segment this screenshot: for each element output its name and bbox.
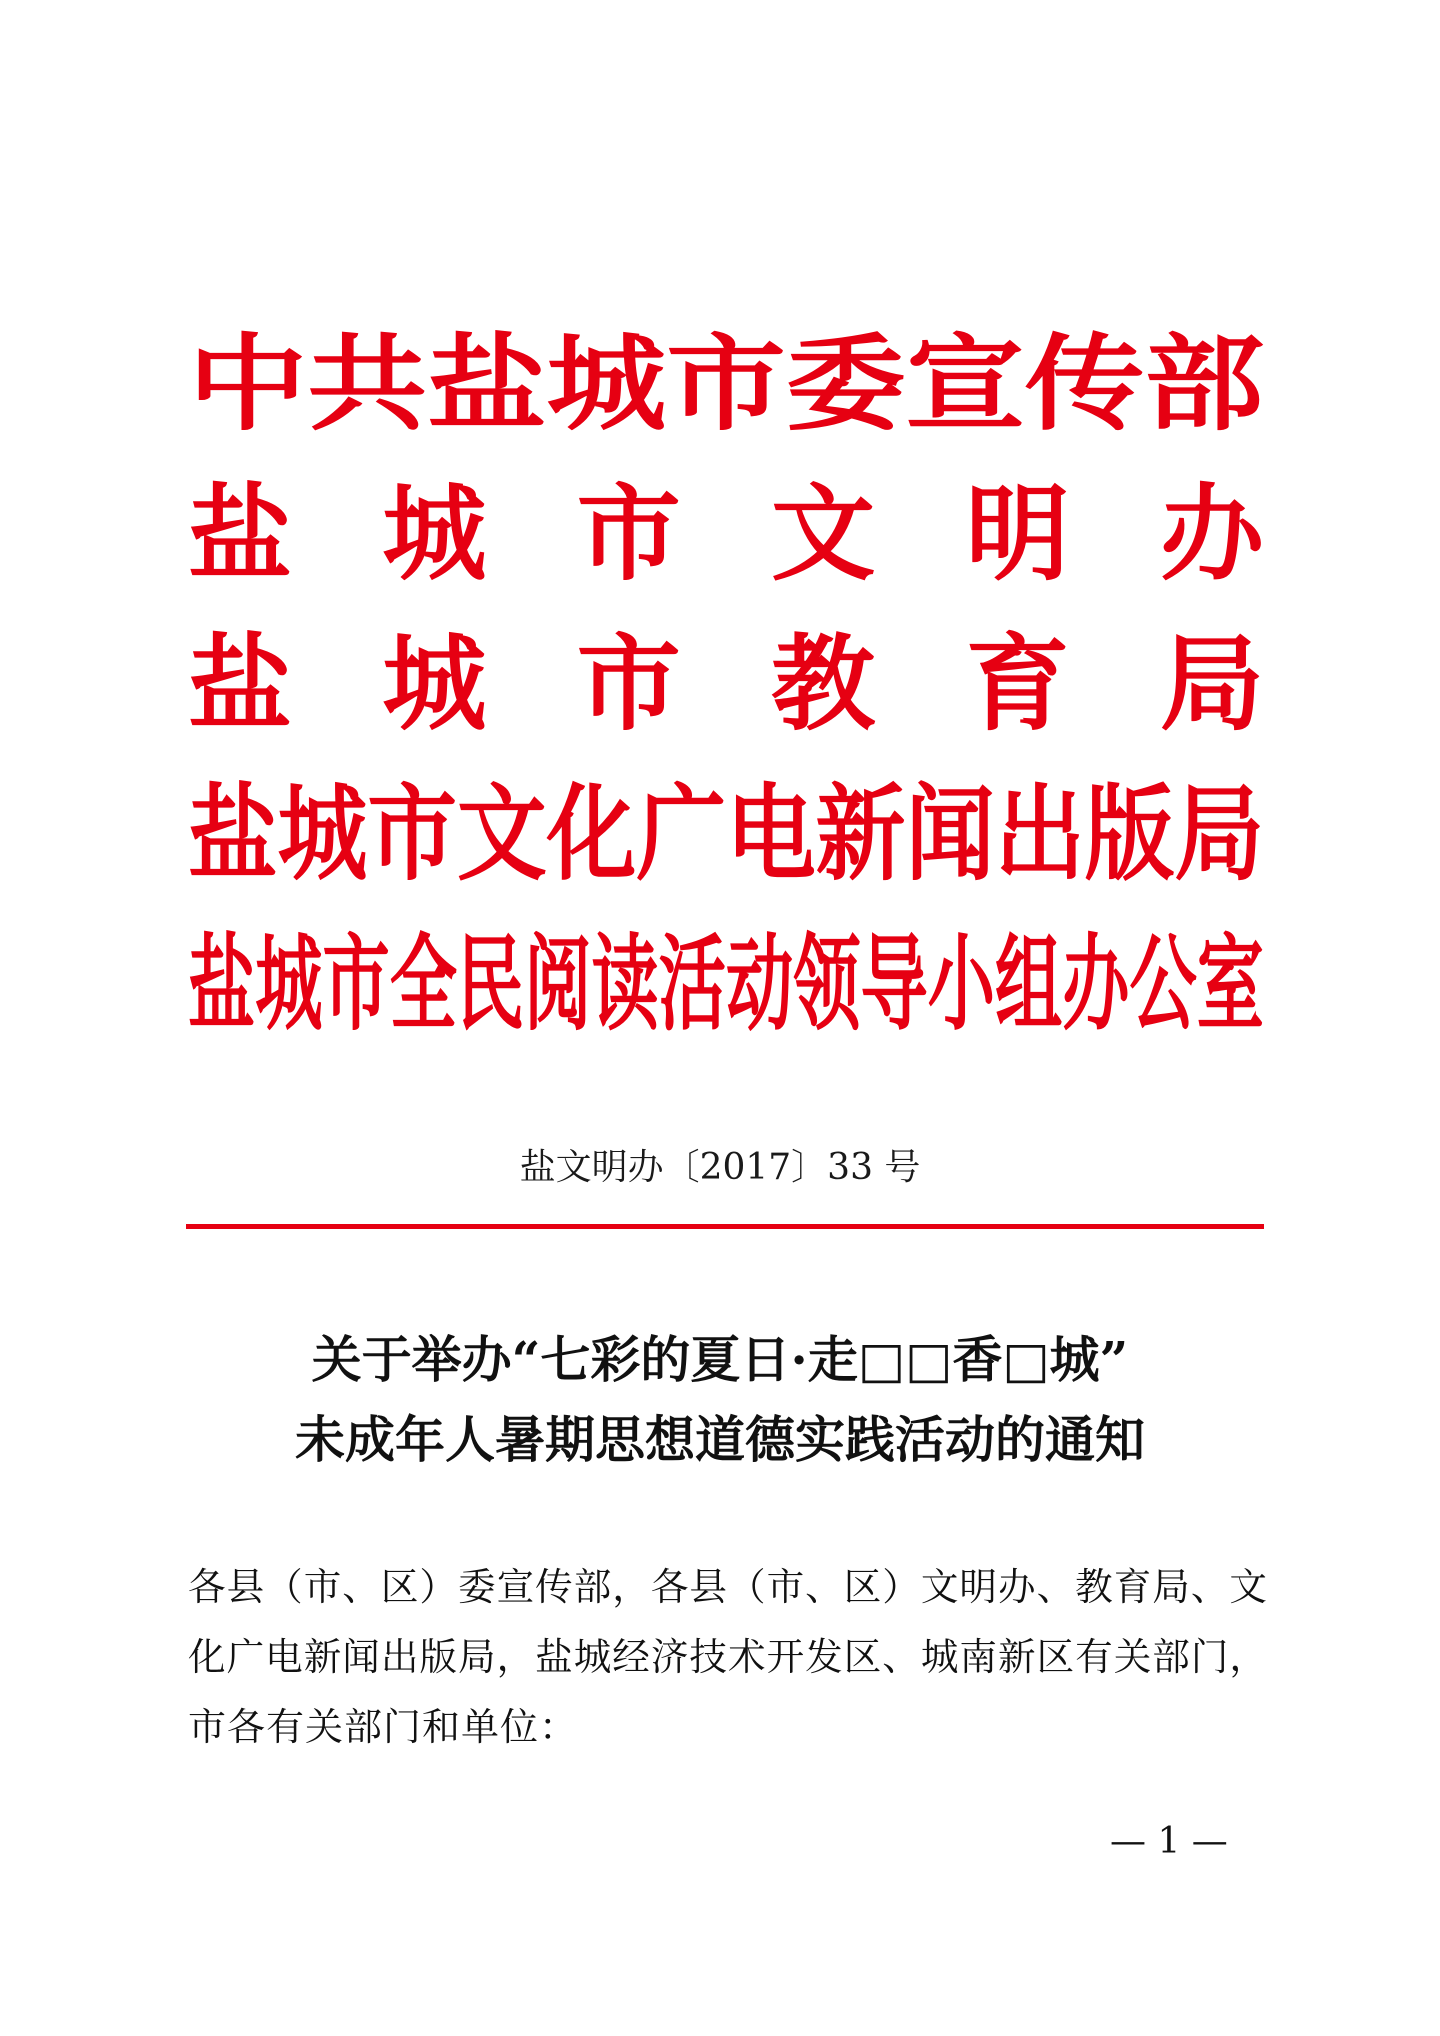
issuer-char: 城 bbox=[382, 478, 487, 590]
issuer-char: 办 bbox=[1159, 478, 1264, 590]
issuer-char: 盐 bbox=[188, 478, 293, 590]
issuer-line-culture-bureau: 盐城市文化广电新闻出版局 bbox=[188, 778, 1264, 890]
document-number: 盐文明办〔2017〕33 号 bbox=[519, 1147, 921, 1188]
addressee-line-2: 化广电新闻出版局，盐城经济技术开发区、城南新区有关部门， bbox=[188, 1635, 1269, 1679]
issuer-line-reading-office: 盐城市全民阅读活动领导小组办公室 bbox=[188, 928, 1264, 1040]
red-separator-rule bbox=[186, 1224, 1264, 1229]
issuer-char: 教 bbox=[771, 628, 876, 740]
addressee-line-1: 各县（市、区）委宣传部，各县（市、区）文明办、教育局、文 bbox=[188, 1565, 1269, 1609]
issuer-line-publicity-department: 中共盐城市委宣传部 bbox=[188, 328, 1264, 440]
issuer-char: 局 bbox=[1159, 628, 1264, 740]
issuer-line-civilization-office bbox=[188, 478, 1264, 590]
issuer-char: 明 bbox=[965, 478, 1070, 590]
issuer-line-education-bureau bbox=[188, 628, 1264, 740]
notice-title-line-1: 关于举办“七彩的夏日·走□□香□城” bbox=[311, 1330, 1129, 1389]
issuer-char: 盐 bbox=[188, 628, 293, 740]
page-number: — 1 — bbox=[1110, 1821, 1228, 1862]
issuer-char: 市 bbox=[576, 628, 681, 740]
issuer-char: 市 bbox=[576, 478, 681, 590]
issuer-char: 文 bbox=[771, 478, 876, 590]
issuer-char: 城 bbox=[382, 628, 487, 740]
notice-title-line-2: 未成年人暑期思想道德实践活动的通知 bbox=[295, 1410, 1145, 1469]
issuer-char: 育 bbox=[965, 628, 1070, 740]
addressee-line-3: 市各有关部门和单位： bbox=[188, 1705, 579, 1749]
